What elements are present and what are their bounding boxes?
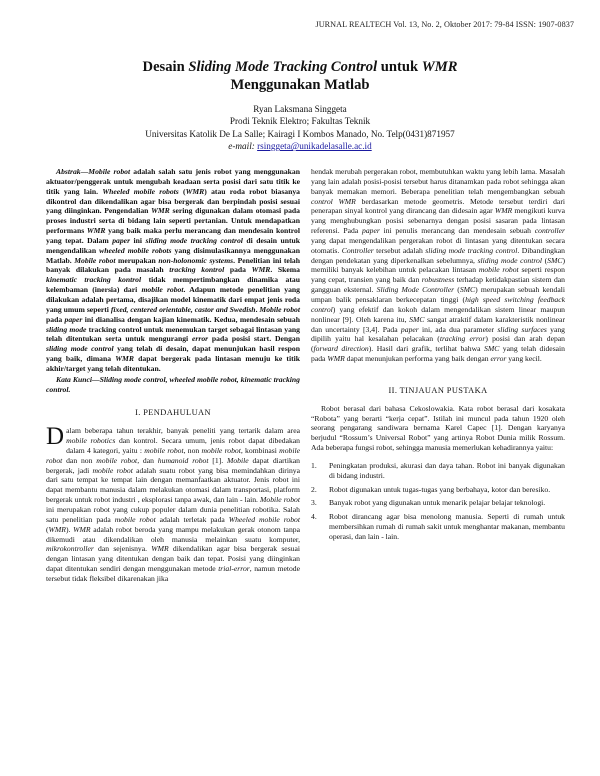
list-item: 4. Robot dirancang agar bisa menolong manusia. Seperti di rumah untuk membersihkan rumah di rumah sakit untuk menghantar makanan, membantu operasi, dan lain - lain. xyxy=(311,512,565,541)
author-email-line xyxy=(0,140,600,152)
right-column xyxy=(311,167,565,546)
section-heading-pendahuluan: I. PENDAHULUAN xyxy=(135,408,211,418)
running-head: JURNAL REALTECH Vol. 13, No. 2, Oktober 2017: 79-84 ISSN: 1907-0837 xyxy=(315,20,574,29)
email-label: e-mail: xyxy=(228,141,255,152)
list-item: 2. Robot digunakan untuk tugas-tugas yang berbahaya, kotor dan beresiko. xyxy=(311,484,551,494)
paper-title: Desain Sliding Mode Tracking Control untuk WMR Menggunakan Matlab xyxy=(142,59,458,93)
author-block xyxy=(0,103,600,153)
keywords: Kata Kunci—Sliding mode control, wheeled mobile robot, kinematic tracking control. xyxy=(46,374,300,394)
robot-functions-list xyxy=(311,461,565,542)
title-block xyxy=(0,58,600,153)
author-affiliation: Universitas Katolik De La Salle; Kairagi I Kombos Manado, No. Telp(0431)871957 xyxy=(145,128,455,139)
literature-paragraph: Robot berasal dari bahasa Cekoslowakia. Kata robot berasal dari kosakata “Robota” yang berarti “kerja cepat”. Istilah ini muncul pada tahun 1920 oleh seorang pengarang sandiwara bernama Karel Capec [1]. Dengan karyanya berjudul “Rossum’s Universal Robot” yang artinya Robot Dunia milik Rossum. Ada beberapa fungsi robot, sehingga manusia memerlukan kehadirannya yaitu: xyxy=(311,403,565,453)
intro-paragraph: Dalam beberapa tahun terakhir, banyak peneliti yang tertarik dalam area mobile robotics dan kontrol. Secara umum, jenis robot dapat dibedakan dalam 4 kategori, yaitu : mobile robot, non mobile robot, kombinasi mobile robot dan non mobile robot, dan humanoid robot [1]. Mobile dapat diartikan bergerak, jadi mobile robot adalah suatu robot yang bisa memindahkan dirinya dari satu tempat ke tempat lain dengan memanfaatkan aktuator. Jenis robot ini dapat membantu manusia dalam melakukan otomasi dalam transportasi, platform bergerak untuk robot industri , eksplorasi tanpa awak, dan lain - lain. Mobile robot ini merupakan robot yang cukup populer dalam dunia penelitian robotika. Salah satu penelitian pada mobile robot adalah terletak pada Wheeled mobile robot (WMR). WMR adalah robot beroda yang mampu melakukan gerak otonom tanpa dikemudi atau dikendalikan oleh manusia melainkan suatu komputer, mikrokontroller dan sejenisnya. WMR dikendalikan agar bisa bergerak sesuai dengan lintasan yang ditentukan dengan baik dan tepat. Posisi yang diinginkan dapat ditentukan sendiri dengan menggunakan metode trial-error, namun metode tersebut tidak fleksibel dikarenakan jika xyxy=(46,423,301,583)
email-link[interactable]: rsinggeta@unikadelasalle.ac.id xyxy=(257,141,372,152)
author-name: Ryan Laksmana Singgeta xyxy=(253,104,347,114)
list-item: 1. Peningkatan produksi, akurasi dan daya tahan. Robot ini banyak digunakan di bidang industri. xyxy=(311,460,565,480)
left-column xyxy=(46,167,300,584)
list-item: 3. Banyak robot yang digunakan untuk menarik pelajar belajar teknologi. xyxy=(311,498,546,508)
section-heading-tinjauan-pustaka: II. TINJAUAN PUSTAKA xyxy=(388,385,488,395)
author-department: Prodi Teknik Elektro; Fakultas Teknik xyxy=(229,116,371,127)
drop-cap: D xyxy=(46,423,65,451)
intro-paragraph-continued: hendak merubah pergerakan robot, membutuhkan waktu yang lebih lama. Masalah yang lain adalah posisi-posisi tersebut harus ditanamkan pada robot sehingga akan banyak memakan memori. Beberapa penelitian telah mengembangkan sebuah control WMR berdasarkan metode geometris. Metode tersebut terdiri dari penerapan sinyal kontrol yang dirancang dan didesain agar WMR mengikuti kurva yang menghubungkan posisi sebenarnya dengan posisi sasaran pada lintasan referensi. Pada paper ini penulis merancang dan mendesain sebuah controller yang dapat mengendalikan pergerakan robot di lintasan yang ditentukan secara otomatis. Controller tersebut adalah sliding mode tracking control. Dibandingkan dengan pendekatan yang diperkenalkan sebelumnya, sliding mode control (SMC) memiliki banyak kelebihan untuk pelacakan lintasan mobile robot seperti respon yang cepat, transien yang baik dan robustness terhadap ketidakpastian sistem dan gangguan eksternal. Sliding Mode Controller (SMC) merupakan sebuah kendali umpan balik pensaklaran berkecepatan tinggi (high speed switching feedback control) yang efektif dan kokoh dalam mengendalikan sistem linear maupun nonlinear [9]. Oleh karena itu, SMC sangat atraktif dalam karakteristik nonlinear dan uncertainty [3,4]. Pada paper ini, ada dua parameter sliding surfaces yang dipilih yaitu hal kesalahan pelacakan (tracking error) posisi dan arah depan (forward direction). Hasil dari grafik, terlihat bahwa SMC yang telah didesain pada WMR dapat menunjukan performa yang baik dengan error yang kecil. xyxy=(311,167,566,364)
abstract: Abstrak—Mobile robot adalah salah satu jenis robot yang menggunakan aktuator/penggerak untuk mengubah keadaan serta posisi dari satu titik ke titik yang lain. Wheeled mobile robots (WMR) atau roda robot biasanya dikontrol dan dikendalikan agar bisa bergerak dan berpindah posisi sesuai yang diinginkan. Pengendalian WMR sering digunakan dalam otomasi pada proses industri serta di bidang lain seperti pertanian. Untuk mendapatkan performans WMR yang baik maka perlu merancang dan mendesain kontrol yang tepat. Dalam paper ini sliding mode tracking control di desain untuk mengendalikan wheeled mobile robots yang disimulasikannya menggunakan Matlab. Mobile robot merupakan non-holonomic systems. Penelitian ini telah banyak dilakukan pada masalah tracking kontrol pada WMR. Skema kinematic tracking kontrol tidak mempertimbangkan dinamika atau kelembaman (inersia) dari mobile robot. Adapun metode penelitian yang dilakukan adalah pertama, disajikan model kinematik dari empat jenis roda yang umum seperti fixed, centered orientable, castor and Swedish. Mobile robot pada paper ini dianalisa dengan kajian kinematik. Kedua, mendesain sebuah sliding mode tracking control untuk menemukan target sebagai lintasan yang telah ditentukan serta untuk mengurangi error pada posisi start. Dengan sliding mode control yang telah di desain, dapat menunjukan hasil respon yang baik, dimana WMR dapat bergerak pada lintasan menuju ke titik akhir/target yang telah ditentukan. xyxy=(46,167,301,373)
